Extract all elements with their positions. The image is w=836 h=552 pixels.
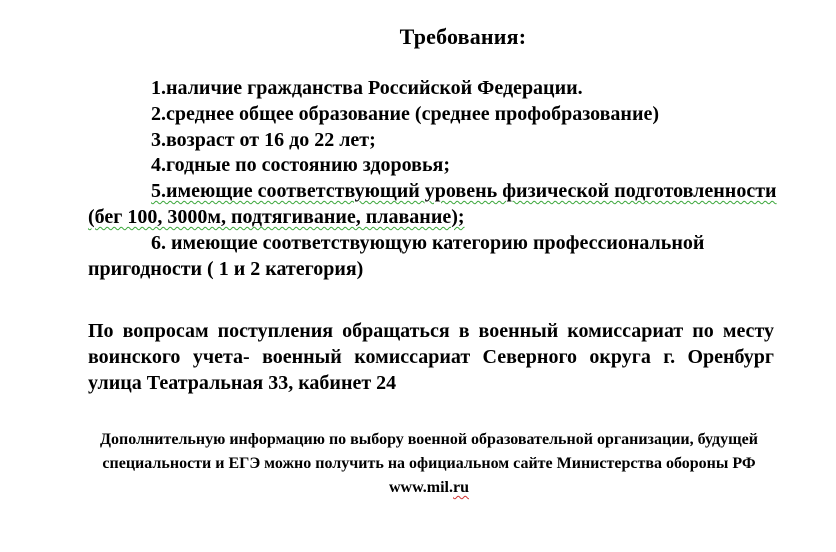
requirement-item-6: 6. имеющие соответствующую категорию профессиональной пригодности ( 1 и 2 категория) (88, 231, 705, 280)
page-title: Требования: (399, 24, 527, 49)
requirement-item-4: 4.годные по состоянию здоровья; (151, 154, 451, 177)
contact-paragraph: По вопросам поступления обращаться в военный комиссариат по месту воинского учета- военный комиссариат Северного округа г. Оренбург улица Театральная 33, кабинет 24 (88, 320, 774, 394)
requirement-item-5-text: 5.имеющие соответствующий уровень физической подготовленности (бег 100, 3000м, подтягивание, плавание); (88, 180, 777, 228)
additional-info-text: Дополнительную информацию по выбору военной образовательной организации, будущей специальности и ЕГЭ можно получить на официальном сайте Министерства обороны РФ www.mil. (100, 431, 758, 496)
requirements-list (88, 76, 778, 282)
requirement-item-5 (88, 179, 778, 231)
additional-info-paragraph (94, 428, 764, 500)
requirement-item-2: 2.среднее общее образование (среднее профобразование) (151, 102, 659, 125)
requirement-item-3: 3.возраст от 16 до 22 лет; (151, 128, 376, 151)
website-domain-suffix: ru (453, 479, 469, 496)
requirement-item-1: 1.наличие гражданства Российской Федерации. (151, 77, 583, 99)
